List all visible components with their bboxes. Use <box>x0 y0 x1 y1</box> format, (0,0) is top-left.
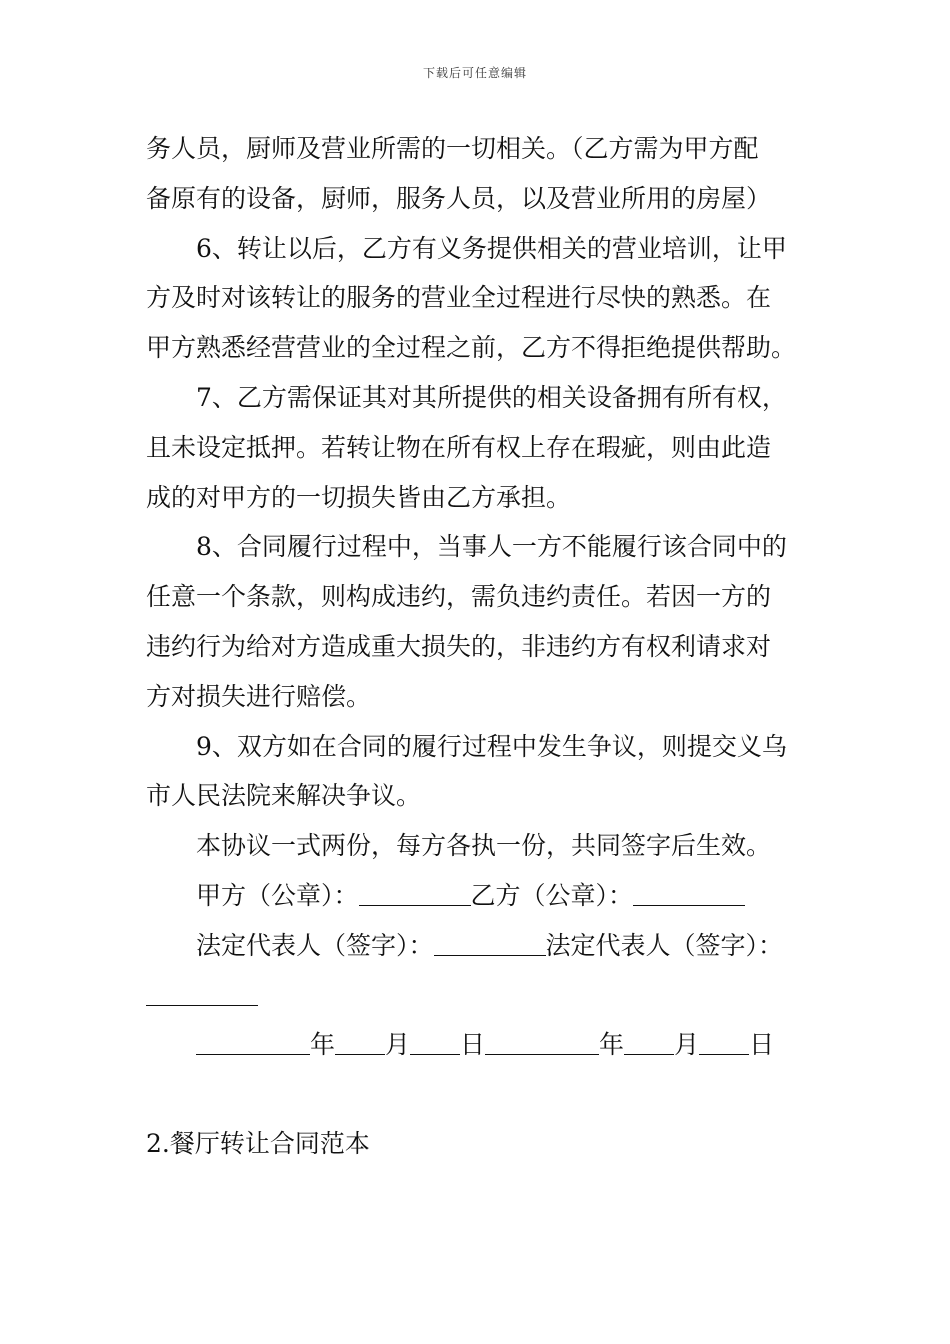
year-blank-b <box>485 1030 599 1055</box>
party-b-rep-label: 法定代表人（签字）： <box>545 930 784 960</box>
day-label-a: 日 <box>460 1030 486 1060</box>
month-blank-a <box>335 1030 385 1055</box>
month-label-b: 月 <box>674 1030 700 1060</box>
clause-7-line: 7、乙方需保证其对其所提供的相关设备拥有所有权， <box>196 382 787 412</box>
representative-line <box>146 921 826 971</box>
party-b-seal-label: 乙方（公章）： <box>470 880 634 910</box>
clause-9-line: 9、双方如在合同的履行过程中发生争议，则提交义乌 <box>196 731 787 761</box>
paragraph-line: 方对损失进行赔偿。 <box>146 681 372 711</box>
day-blank-b <box>699 1030 749 1055</box>
party-a-seal-label: 甲方（公章）： <box>196 880 359 910</box>
paragraph-line: 市人民法院来解决争议。 <box>146 781 422 811</box>
paragraph-line: 成的对甲方的一切损失皆由乙方承担。 <box>146 482 572 512</box>
paragraph-line: 方及时对该转让的服务的营业全过程进行尽快的熟悉。在 <box>146 283 772 313</box>
paragraph-line: 务人员，厨师及营业所需的一切相关。（乙方需为甲方配 <box>146 134 759 163</box>
paragraph-line: 备原有的设备，厨师，服务人员，以及营业所用的房屋） <box>146 183 772 213</box>
paragraph-line: 违约行为给对方造成重大损失的，非违约方有权利请求对 <box>146 631 772 661</box>
day-label-b: 日 <box>749 1030 775 1060</box>
party-a-rep-label: 法定代表人（签字）： <box>196 930 434 960</box>
year-label-a: 年 <box>310 1030 336 1060</box>
year-blank-a <box>196 1030 310 1055</box>
date-line <box>146 1020 826 1070</box>
contract-body <box>146 124 826 1070</box>
party-b-rep-blank-line <box>146 971 826 1021</box>
section-title: 2.餐厅转让合同范本 <box>146 1129 370 1158</box>
month-blank-b <box>624 1030 674 1055</box>
day-blank-a <box>410 1030 460 1055</box>
month-label-a: 月 <box>385 1030 411 1060</box>
page-header: 下载后可任意编辑 <box>422 66 527 80</box>
party-b-seal-blank <box>633 881 745 906</box>
seal-line <box>146 871 826 921</box>
year-label-b: 年 <box>599 1030 625 1060</box>
party-b-rep-blank <box>146 981 258 1006</box>
paragraph-line: 且未设定抵押。若转让物在所有权上存在瑕疵，则由此造 <box>146 432 772 462</box>
party-a-seal-blank <box>359 881 471 906</box>
party-a-rep-blank <box>434 931 546 956</box>
paragraph-line: 甲方熟悉经营营业的全过程之前，乙方不得拒绝提供帮助。 <box>146 333 797 363</box>
clause-6-line: 6、转让以后，乙方有义务提供相关的营业培训，让甲 <box>196 233 787 263</box>
paragraph-line: 任意一个条款，则构成违约，需负违约责任。若因一方的 <box>146 582 772 612</box>
agreement-copies-line: 本协议一式两份，每方各执一份，共同签字后生效。 <box>196 831 772 861</box>
clause-8-line: 8、合同履行过程中，当事人一方不能履行该合同中的 <box>196 532 787 562</box>
